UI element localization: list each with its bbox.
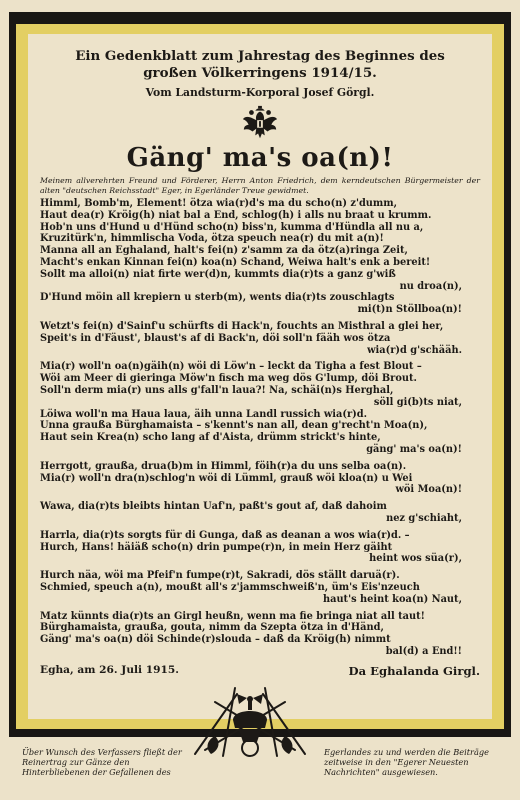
double-eagle-icon <box>241 104 279 142</box>
poem-line: Hurch, Hans! häiäß scho(n) drin pumpe(r)n, in mein Herz gäiht <box>40 541 393 553</box>
stanza <box>40 198 480 316</box>
author-line: Vom Landsturm-Korporal Josef Görgl. <box>145 86 375 99</box>
poem-line: Unna graußa Bürghamaista – s'kennt's nan all, dean g'recht'n Moa(n), <box>40 420 428 432</box>
poem-line: Herrgott, graußa, drua(b)m in Himml, föih(r)a du uns selba oa(n). <box>40 460 407 472</box>
stanza <box>40 361 480 455</box>
poem-line: nez g'schiaht, <box>386 512 462 524</box>
poem-body <box>40 198 480 658</box>
poem-line: Matz künnts dia(r)ts an Girgl heußn, wenn ma fie bringa niat all taut! <box>40 610 425 622</box>
footnote-right: Egerlandes zu und werden die Beiträge zeitweise in den "Egerer Neuesten Nachrichten" ausgewiesen. <box>324 747 489 778</box>
poem-line: wöi Moa(n)! <box>395 484 462 496</box>
poem-line: Haut dea(r) Kröig(h) niat bal a End, schlog(h) i alls nu braat u krumm. <box>40 209 432 221</box>
war-trophy-emblem-icon <box>175 684 325 760</box>
poem-line: haut's heint koa(n) Naut, <box>322 593 462 605</box>
signature: Da Eghalanda Girgl. <box>348 663 480 678</box>
poem-line: Schmied, speuch a(n), moußt all's z'jammschweiß'n, üm's Eis'nzeuch <box>40 581 420 593</box>
footnote-left: Über Wunsch des Verfassers fließt der Reinertrag zur Gänze den Hinterbliebenen der Gefallenen des <box>22 747 182 778</box>
poem-line: Hob'n uns d'Hund u d'Hünd scho(n) biss'n, kumma d'Hündla all nu a, <box>40 221 424 233</box>
place-date: Egha, am 26. Juli 1915. <box>40 663 179 676</box>
poem-line: Manna all an Eghaland, halt's fei(n) z'samm za da ötz(a)ringa Zeit, <box>40 245 408 257</box>
poem-line: D'Hund möin all krepiern u sterb(m), wents dia(r)ts zouschlagts <box>40 292 395 304</box>
poem-line: Wöi am Meer di gieringa Möw'n fisch ma weg dös G'lump, döi Brout. <box>40 373 417 385</box>
poem-line: nu droa(n), <box>399 280 462 292</box>
stanza <box>40 501 480 525</box>
poem-footer <box>40 664 480 678</box>
poem-line: Wawa, dia(r)ts bleibts hintan Uaf'n, paßt's gout af, daß dahoim <box>40 501 387 513</box>
header-line-2: großen Völkerringens 1914/15. <box>143 65 377 81</box>
poem-line: Mia(r) woll'n oa(n)gäih(n) wöi di Löw'n – leckt da Tigha a fest Blout – <box>40 361 422 373</box>
poem-content <box>28 34 492 719</box>
poem-line: gäng' ma's oa(n)! <box>366 443 462 455</box>
poem-line: Löiwa woll'n ma Haua laua, äih unna Landl russich wia(r)d. <box>40 408 368 420</box>
stanza <box>40 461 480 496</box>
poem-line: Speit's in d'Fäust', blaust's af di Back'n, döi soll'n fääh wos ötza <box>40 332 391 344</box>
poem-line: Soll'n derm mia(r) uns alls g'fall'n laua?! Na, schäi(n)s Herghal, <box>40 384 394 396</box>
poem-line: mi(t)n Stöllboa(n)! <box>357 304 462 316</box>
header-title <box>28 48 492 82</box>
poem-line: wia(r)d g'schääh. <box>367 344 462 356</box>
poem-line: heint wos süa(r), <box>369 553 462 565</box>
poem-line: bal(d) a End!! <box>385 645 462 657</box>
stanza <box>40 570 480 605</box>
header-line-1: Ein Gedenkblatt zum Jahrestag des Beginnes des <box>75 48 445 64</box>
poem-line: Harrla, dia(r)ts sorgts für di Gunga, daß as deanan a wos wia(r)d. – <box>40 529 410 541</box>
poem-title: Gäng' ma's oa(n)! <box>126 143 394 173</box>
poem-line: Mia(r) woll'n dra(n)schlog'n wöi di Lümml, grauß wöi kloa(n) u Wei <box>40 472 413 484</box>
poem-line: Macht's enkan Kinnan fei(n) koa(n) Schand, Weiwa halt's enk a bereit! <box>40 256 431 268</box>
poem-line: Hurch näa, wöi ma Pfeif'n fumpe(r)t, Sakradi, dös ställt daruä(r). <box>40 570 400 582</box>
stanza <box>40 611 480 658</box>
poem-line: Sollt ma alloi(n) niat firte wer(d)n, kummts dia(r)ts a ganz g'wiß <box>40 268 396 280</box>
poem-line: söll gi(b)ts niat, <box>373 396 462 408</box>
stanza <box>40 530 480 565</box>
poem-line: Gäng' ma's oa(n) döi Schinde(r)slouda – daß da Kröig(h) nimmt <box>40 634 391 646</box>
stanza <box>40 321 480 356</box>
dedication: Meinem allverehrten Freund und Förderer, Herrn Anton Friedrich, dem kerndeutschen Bürgermeister der alten "deutschen Reichsstadt" Eger, in Egerländer Treue gewidmet. <box>40 176 480 195</box>
poem-line: Wetzt's fei(n) d'Sainf'u schürfts di Hack'n, fouchts an Misthral a glei her, <box>40 320 444 332</box>
poem-line: Himml, Bomb'm, Element! ötza wia(r)d's ma du scho(n) z'dumm, <box>40 198 398 209</box>
poem-line: Kruzitürk'n, himmlischa Voda, ötza speuch nea(r) du mit a(n)! <box>40 233 384 245</box>
poem-line: Bürghamaista, graußa, gouta, nimm da Szepta ötza in d'Händ, <box>40 622 384 634</box>
poem-line: Haut sein Krea(n) scho lang af d'Aista, drümm strickt's hinte, <box>40 432 381 444</box>
